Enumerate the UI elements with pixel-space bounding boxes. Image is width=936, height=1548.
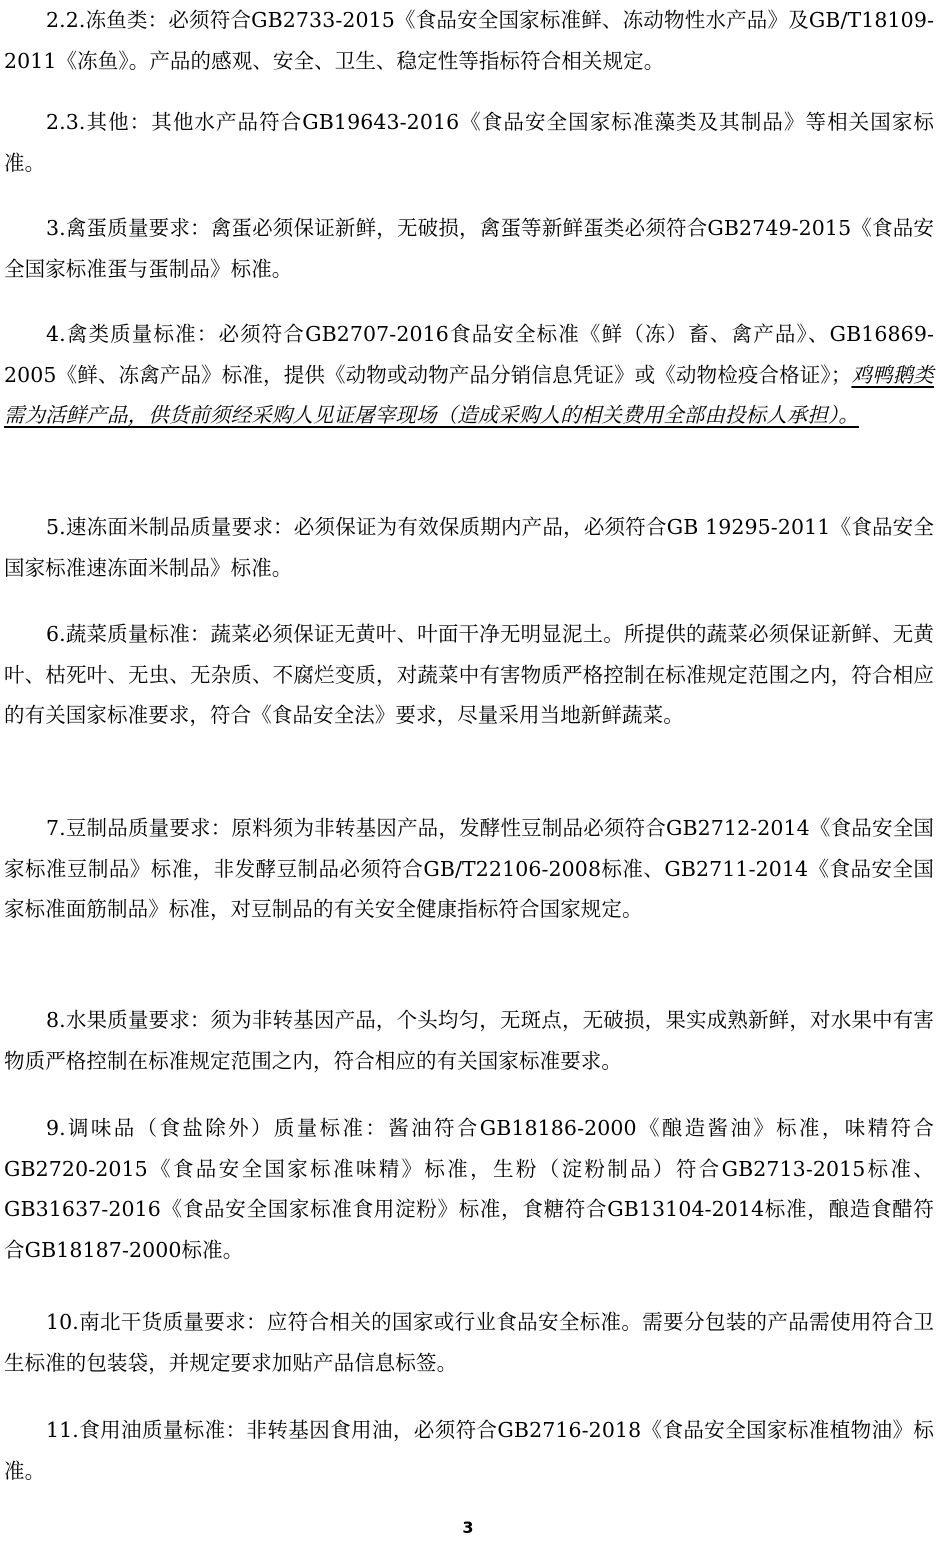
underlined-requirement: 鸡鸭鹅类需为活鲜产品，供货前须经采购人见证屠宰现场（造成采购人的相关费用全部由投标人承担）。 xyxy=(4,362,934,427)
paragraph-2-2-frozen-fish xyxy=(4,0,934,81)
paragraph-5-frozen-rice-noodle xyxy=(4,507,934,588)
paragraph-text: 9.调味品（食盐除外）质量标准：酱油符合GB18186-2000《酿造酱油》标准，味精符合GB2720-2015《食品安全国家标准味精》标准，生粉（淀粉制品）符合GB2713-2015标准、GB31637-2016《食品安全国家标准食用淀粉》标准，食糖符合GB13104-2014标准，酿造食醋符合GB18187-2000标准。 xyxy=(4,1116,934,1262)
paragraph-text: 3.禽蛋质量要求：禽蛋必须保证新鲜，无破损，禽蛋等新鲜蛋类必须符合GB2749-2015《食品安全国家标准蛋与蛋制品》标准。 xyxy=(4,216,934,281)
paragraph-9-condiments xyxy=(4,1108,934,1270)
paragraph-text: 5.速冻面米制品质量要求：必须保证为有效保质期内产品，必须符合GB 19295-2011《食品安全国家标准速冻面米制品》标准。 xyxy=(4,515,934,580)
paragraph-text: 6.蔬菜质量标准：蔬菜必须保证无黄叶、叶面干净无明显泥土。所提供的蔬菜必须保证新鲜、无黄叶、枯死叶、无虫、无杂质、不腐烂变质，对蔬菜中有害物质严格控制在标准规定范围之内，符合相应的有关国家标准要求，符合《食品安全法》要求，尽量采用当地新鲜蔬菜。 xyxy=(4,622,934,727)
paragraph-text: 2.3.其他：其他水产品符合GB19643-2016《食品安全国家标准藻类及其制品》等相关国家标准。 xyxy=(4,110,934,175)
paragraph-7-soy-products xyxy=(4,808,934,930)
paragraph-3-eggs xyxy=(4,208,934,289)
page-number: 3 xyxy=(462,1518,474,1537)
paragraph-6-vegetables xyxy=(4,614,934,736)
paragraph-8-fruits xyxy=(4,1000,934,1081)
paragraph-text: 4.禽类质量标准：必须符合GB2707-2016食品安全标准《鲜（冻）畜、禽产品》、GB16869-2005《鲜、冻禽产品》标准，提供《动物或动物产品分销信息凭证》或《动物检疫合格证》； xyxy=(4,322,934,387)
paragraph-4-poultry xyxy=(4,314,934,436)
paragraph-11-edible-oil xyxy=(4,1410,934,1491)
paragraph-text: 2.2.冻鱼类：必须符合GB2733-2015《食品安全国家标准鲜、冻动物性水产品》及GB/T18109-2011《冻鱼》。产品的感观、安全、卫生、稳定性等指标符合相关规定。 xyxy=(4,8,934,73)
paragraph-text: 10.南北干货质量要求：应符合相关的国家或行业食品安全标准。需要分包装的产品需使用符合卫生标准的包装袋，并规定要求加贴产品信息标签。 xyxy=(4,1310,934,1375)
paragraph-text: 8.水果质量要求：须为非转基因产品，个头均匀，无斑点，无破损，果实成熟新鲜，对水果中有害物质严格控制在标准规定范围之内，符合相应的有关国家标准要求。 xyxy=(4,1008,934,1073)
paragraph-10-dry-goods xyxy=(4,1302,934,1383)
paragraph-text: 7.豆制品质量要求：原料须为非转基因产品，发酵性豆制品必须符合GB2712-2014《食品安全国家标准豆制品》标准，非发酵豆制品必须符合GB/T22106-2008标准、GB2711-2014《食品安全国家标准面筋制品》标准，对豆制品的有关安全健康指标符合国家规定。 xyxy=(4,816,934,921)
paragraph-2-3-other xyxy=(4,102,934,183)
paragraph-text: 11.食用油质量标准：非转基因食用油，必须符合GB2716-2018《食品安全国家标准植物油》标准。 xyxy=(4,1418,934,1483)
